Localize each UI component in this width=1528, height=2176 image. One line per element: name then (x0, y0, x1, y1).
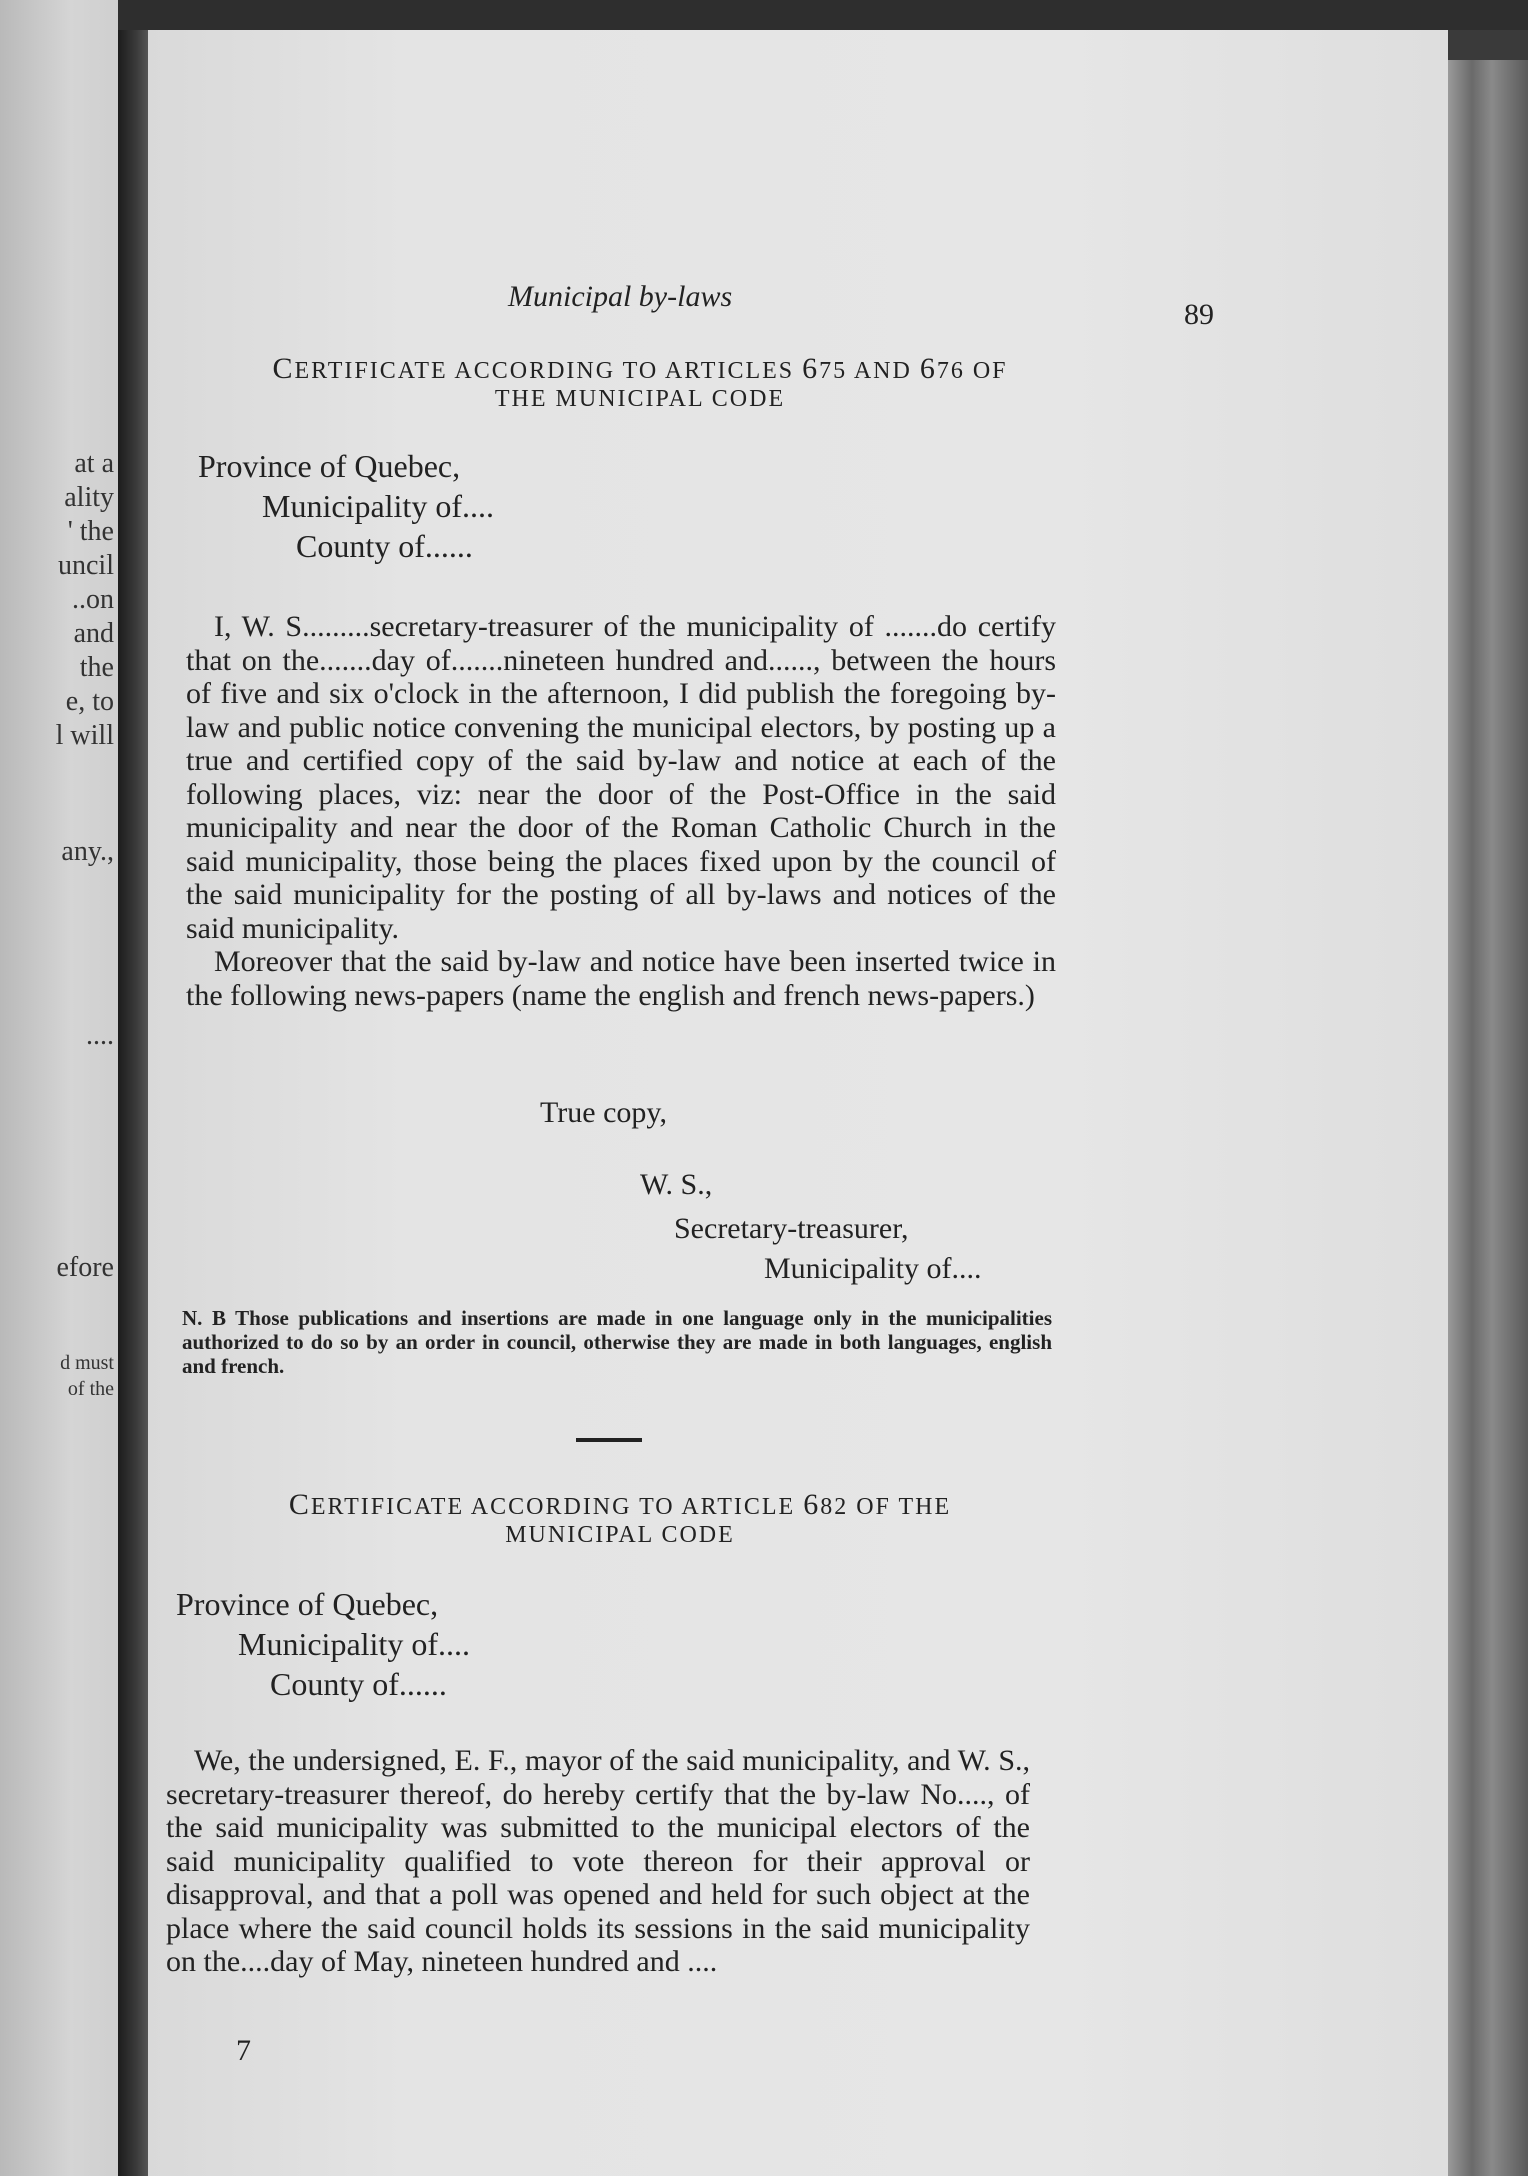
left-page-line: of the (67, 1378, 114, 1400)
nota-bene: N. B Those publications and insertions are made in one language only in the municipalities authorized to do so by an order in council, otherwise they are made in both languages, english and french. (182, 1306, 1052, 1378)
province-line: Province of Quebec, (176, 1586, 439, 1622)
section-divider (576, 1438, 642, 1442)
left-page-line: e, to (65, 686, 114, 717)
certificate-2-heading (200, 1488, 1040, 1549)
left-page-line: the (79, 652, 114, 683)
scan-top-strip (0, 0, 1528, 30)
left-page-line: .... (86, 1020, 114, 1051)
left-page-line: d must (60, 1352, 114, 1374)
page-number: 89 (1184, 298, 1214, 331)
left-page-line: ' the (67, 516, 114, 547)
heading-line: CERTIFICATE ACCORDING TO ARTICLE 682 OF THE (288, 1488, 952, 1521)
left-page-line: and (73, 618, 114, 649)
left-page-line: ality (64, 482, 114, 513)
municipality-line: Municipality of.... (238, 1626, 470, 1662)
body-paragraph: I, W. S.........secretary-treasurer of the municipality of .......do certify that on the.......day of.......nineteen hundred and......, between the hours of five and six o'clock in the afternoon, I did publish the foregoing by-law and public notice convening the municipal electors, by posting up a true and certified copy of the said by-law and notice at each of the following places, viz: near the door of the Post-Office in the said municipality and near the door of the Roman Catholic Church in the said municipality, those being the places fixed upon by the council of the said municipality for the posting of all by-laws and notices of the said municipality. (186, 610, 1056, 945)
county-line: County of...... (296, 528, 473, 564)
county-line: County of...... (270, 1666, 447, 1702)
left-page-line: at a (74, 448, 114, 479)
signature-mark: 7 (236, 2034, 251, 2067)
signature-title: Secretary-treasurer, (674, 1212, 909, 1245)
body-paragraph: We, the undersigned, E. F., mayor of the said municipality, and W. S., secretary-treasurer thereof, do hereby certify that the by-law No...., of the said municipality was submitted to the municipal electors of the said municipality qualified to vote thereon for their approval or disapproval, and that a poll was opened and held for such object at the place where the said council holds its sessions in the said municipality on the....day of May, nineteen hundred and .... (166, 1744, 1030, 1978)
signature-municipality: Municipality of.... (764, 1252, 982, 1285)
left-page-line: uncil (58, 550, 114, 581)
true-copy-label: True copy, (540, 1096, 667, 1129)
left-page-line: l will (55, 720, 114, 751)
body-paragraph: Moreover that the said by-law and notice have been inserted twice in the following news-papers (name the english and french news-papers.) (186, 945, 1056, 1012)
heading-line: THE MUNICIPAL CODE (494, 386, 786, 412)
heading-line: CERTIFICATE ACCORDING TO ARTICLES 675 AND 676 OF (272, 352, 1008, 385)
book-gutter (118, 30, 148, 2176)
certificate-2-body (166, 1744, 1030, 1979)
facing-page-fragment (0, 0, 118, 2176)
book-edge (1448, 60, 1528, 2176)
province-line: Province of Quebec, (198, 448, 461, 484)
running-title: Municipal by-laws (508, 280, 733, 313)
certificate-1-body (186, 610, 1056, 1012)
certificate-2-address (176, 1584, 470, 1704)
heading-line: MUNICIPAL CODE (505, 1522, 735, 1548)
certificate-1-heading (220, 352, 1060, 413)
signature-name: W. S., (640, 1168, 713, 1201)
left-page-line: any., (61, 836, 114, 867)
left-page-line: efore (56, 1252, 114, 1283)
certificate-1-address (198, 446, 494, 566)
left-page-line: ..on (72, 584, 114, 615)
municipality-line: Municipality of.... (262, 488, 494, 524)
